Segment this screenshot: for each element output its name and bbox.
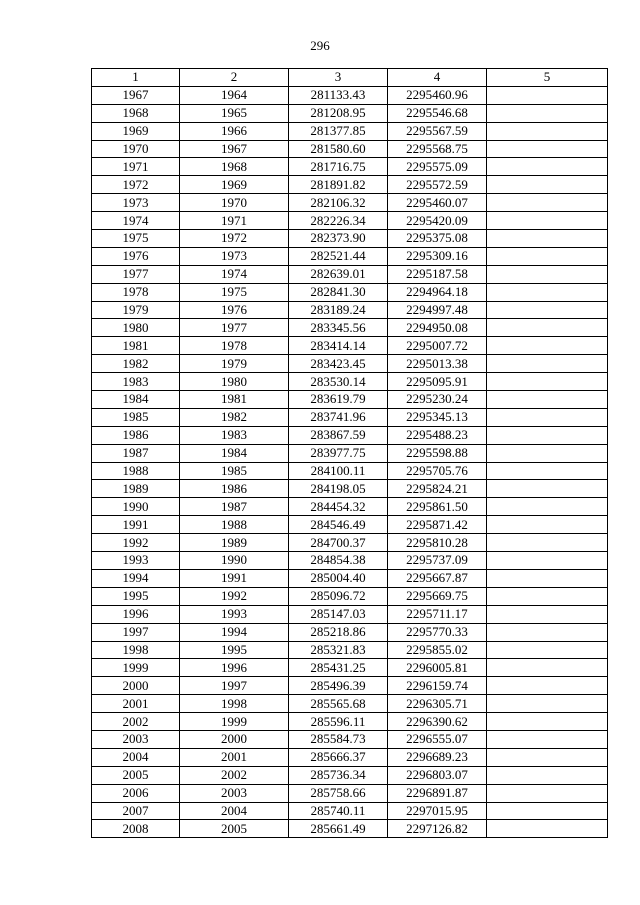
cell-coord-y: 2294964.18 [388, 283, 487, 301]
cell-coord-x: 284854.38 [289, 552, 388, 570]
cell-coord-x: 284100.11 [289, 462, 388, 480]
cell-point-number: 1992 [92, 534, 180, 552]
cell-coord-x: 283414.14 [289, 337, 388, 355]
table-row [92, 122, 608, 140]
cell-point-number: 1991 [92, 516, 180, 534]
cell-note [487, 677, 608, 695]
cell-note [487, 623, 608, 641]
cell-coord-x: 285147.03 [289, 605, 388, 623]
cell-point-number: 1970 [92, 140, 180, 158]
cell-coord-x: 283867.59 [289, 426, 388, 444]
cell-note [487, 766, 608, 784]
cell-coord-x: 281891.82 [289, 176, 388, 194]
cell-note [487, 730, 608, 748]
cell-prev-point: 2005 [180, 820, 289, 838]
column-header-3: 3 [289, 69, 388, 87]
cell-point-number: 1995 [92, 587, 180, 605]
cell-prev-point: 1965 [180, 104, 289, 122]
table-row [92, 695, 608, 713]
cell-prev-point: 1978 [180, 337, 289, 355]
table-row [92, 552, 608, 570]
cell-prev-point: 1979 [180, 355, 289, 373]
cell-point-number: 1999 [92, 659, 180, 677]
cell-coord-x: 285218.86 [289, 623, 388, 641]
table-row [92, 748, 608, 766]
cell-coord-x: 284546.49 [289, 516, 388, 534]
cell-note [487, 659, 608, 677]
cell-point-number: 1974 [92, 212, 180, 230]
cell-coord-y: 2295420.09 [388, 212, 487, 230]
cell-prev-point: 1999 [180, 713, 289, 731]
cell-prev-point: 1964 [180, 86, 289, 104]
cell-point-number: 1977 [92, 265, 180, 283]
table-row [92, 86, 608, 104]
cell-coord-y: 2295488.23 [388, 426, 487, 444]
cell-coord-x: 285004.40 [289, 569, 388, 587]
cell-note [487, 373, 608, 391]
cell-prev-point: 1996 [180, 659, 289, 677]
cell-note [487, 462, 608, 480]
cell-prev-point: 2001 [180, 748, 289, 766]
cell-point-number: 1976 [92, 247, 180, 265]
cell-coord-x: 283619.79 [289, 391, 388, 409]
table-row [92, 623, 608, 641]
table-row [92, 194, 608, 212]
cell-coord-x: 284198.05 [289, 480, 388, 498]
cell-note [487, 480, 608, 498]
cell-coord-y: 2295230.24 [388, 391, 487, 409]
cell-point-number: 1990 [92, 498, 180, 516]
cell-coord-y: 2296305.71 [388, 695, 487, 713]
cell-coord-y: 2295309.16 [388, 247, 487, 265]
cell-prev-point: 1987 [180, 498, 289, 516]
cell-point-number: 1987 [92, 444, 180, 462]
cell-coord-x: 283977.75 [289, 444, 388, 462]
cell-note [487, 695, 608, 713]
column-header-4: 4 [388, 69, 487, 87]
cell-coord-x: 281133.43 [289, 86, 388, 104]
cell-note [487, 713, 608, 731]
cell-note [487, 784, 608, 802]
table-row [92, 730, 608, 748]
cell-coord-y: 2295568.75 [388, 140, 487, 158]
cell-coord-x: 285736.34 [289, 766, 388, 784]
page-number: 296 [310, 38, 330, 53]
cell-prev-point: 1992 [180, 587, 289, 605]
cell-prev-point: 1973 [180, 247, 289, 265]
cell-coord-y: 2295345.13 [388, 408, 487, 426]
table-row [92, 426, 608, 444]
table-row [92, 337, 608, 355]
table-row [92, 480, 608, 498]
cell-coord-y: 2294997.48 [388, 301, 487, 319]
table-row [92, 319, 608, 337]
table-row [92, 212, 608, 230]
cell-note [487, 552, 608, 570]
cell-coord-y: 2295711.17 [388, 605, 487, 623]
cell-point-number: 2001 [92, 695, 180, 713]
cell-note [487, 122, 608, 140]
cell-coord-y: 2295705.76 [388, 462, 487, 480]
cell-prev-point: 1980 [180, 373, 289, 391]
table-row [92, 498, 608, 516]
cell-point-number: 1982 [92, 355, 180, 373]
cell-coord-x: 283741.96 [289, 408, 388, 426]
cell-coord-x: 284454.32 [289, 498, 388, 516]
cell-prev-point: 1966 [180, 122, 289, 140]
cell-point-number: 1978 [92, 283, 180, 301]
cell-prev-point: 1974 [180, 265, 289, 283]
cell-coord-x: 282106.32 [289, 194, 388, 212]
cell-coord-x: 285584.73 [289, 730, 388, 748]
cell-coord-x: 285596.11 [289, 713, 388, 731]
cell-coord-y: 2295460.07 [388, 194, 487, 212]
cell-point-number: 2006 [92, 784, 180, 802]
table-row [92, 802, 608, 820]
cell-coord-y: 2295187.58 [388, 265, 487, 283]
cell-prev-point: 1984 [180, 444, 289, 462]
cell-point-number: 2002 [92, 713, 180, 731]
cell-note [487, 247, 608, 265]
cell-point-number: 1996 [92, 605, 180, 623]
cell-coord-x: 282373.90 [289, 230, 388, 248]
table-row [92, 301, 608, 319]
cell-coord-x: 283423.45 [289, 355, 388, 373]
cell-coord-y: 2295546.68 [388, 104, 487, 122]
cell-point-number: 1998 [92, 641, 180, 659]
cell-note [487, 194, 608, 212]
table-row [92, 713, 608, 731]
cell-prev-point: 2004 [180, 802, 289, 820]
table-row [92, 444, 608, 462]
table-row [92, 677, 608, 695]
cell-point-number: 1968 [92, 104, 180, 122]
cell-prev-point: 2002 [180, 766, 289, 784]
cell-coord-y: 2296555.07 [388, 730, 487, 748]
cell-coord-y: 2295598.88 [388, 444, 487, 462]
cell-note [487, 516, 608, 534]
cell-prev-point: 1985 [180, 462, 289, 480]
cell-coord-x: 285758.66 [289, 784, 388, 802]
cell-note [487, 569, 608, 587]
cell-coord-x: 282521.44 [289, 247, 388, 265]
table-body [92, 69, 608, 838]
cell-coord-x: 285496.39 [289, 677, 388, 695]
cell-prev-point: 1969 [180, 176, 289, 194]
cell-coord-x: 283530.14 [289, 373, 388, 391]
table-row [92, 373, 608, 391]
cell-point-number: 1971 [92, 158, 180, 176]
cell-point-number: 2003 [92, 730, 180, 748]
cell-prev-point: 1970 [180, 194, 289, 212]
cell-point-number: 2007 [92, 802, 180, 820]
cell-note [487, 820, 608, 838]
table-row [92, 230, 608, 248]
cell-coord-y: 2295460.96 [388, 86, 487, 104]
cell-point-number: 1997 [92, 623, 180, 641]
cell-point-number: 2004 [92, 748, 180, 766]
cell-coord-y: 2294950.08 [388, 319, 487, 337]
cell-note [487, 534, 608, 552]
cell-point-number: 1986 [92, 426, 180, 444]
cell-note [487, 641, 608, 659]
cell-point-number: 1967 [92, 86, 180, 104]
cell-coord-y: 2296689.23 [388, 748, 487, 766]
cell-prev-point: 1976 [180, 301, 289, 319]
cell-coord-x: 283345.56 [289, 319, 388, 337]
cell-coord-y: 2297126.82 [388, 820, 487, 838]
cell-prev-point: 1991 [180, 569, 289, 587]
cell-note [487, 283, 608, 301]
table-row [92, 355, 608, 373]
cell-note [487, 605, 608, 623]
table-row [92, 391, 608, 409]
cell-coord-x: 281377.85 [289, 122, 388, 140]
cell-coord-x: 282639.01 [289, 265, 388, 283]
cell-coord-y: 2295770.33 [388, 623, 487, 641]
cell-coord-x: 285565.68 [289, 695, 388, 713]
cell-note [487, 265, 608, 283]
cell-coord-x: 285321.83 [289, 641, 388, 659]
column-header-1: 1 [92, 69, 180, 87]
cell-point-number: 2008 [92, 820, 180, 838]
table-row [92, 283, 608, 301]
cell-note [487, 337, 608, 355]
cell-point-number: 1994 [92, 569, 180, 587]
cell-coord-x: 281716.75 [289, 158, 388, 176]
cell-point-number: 2005 [92, 766, 180, 784]
cell-coord-y: 2295824.21 [388, 480, 487, 498]
cell-coord-y: 2295855.02 [388, 641, 487, 659]
table-row [92, 659, 608, 677]
cell-prev-point: 1988 [180, 516, 289, 534]
cell-coord-x: 284700.37 [289, 534, 388, 552]
cell-coord-x: 285666.37 [289, 748, 388, 766]
cell-coord-y: 2297015.95 [388, 802, 487, 820]
cell-note [487, 212, 608, 230]
table-row [92, 534, 608, 552]
cell-note [487, 426, 608, 444]
cell-coord-y: 2295737.09 [388, 552, 487, 570]
cell-prev-point: 1981 [180, 391, 289, 409]
table-header-row [92, 69, 608, 87]
cell-prev-point: 1975 [180, 283, 289, 301]
cell-prev-point: 1967 [180, 140, 289, 158]
cell-note [487, 355, 608, 373]
table-row [92, 104, 608, 122]
cell-coord-x: 281580.60 [289, 140, 388, 158]
cell-coord-y: 2295810.28 [388, 534, 487, 552]
cell-coord-x: 285740.11 [289, 802, 388, 820]
table-row [92, 587, 608, 605]
cell-note [487, 802, 608, 820]
cell-prev-point: 1977 [180, 319, 289, 337]
cell-coord-y: 2295572.59 [388, 176, 487, 194]
cell-coord-y: 2295871.42 [388, 516, 487, 534]
cell-point-number: 1975 [92, 230, 180, 248]
cell-point-number: 1985 [92, 408, 180, 426]
cell-note [487, 230, 608, 248]
cell-coord-y: 2295013.38 [388, 355, 487, 373]
cell-prev-point: 1986 [180, 480, 289, 498]
cell-coord-x: 285431.25 [289, 659, 388, 677]
cell-coord-y: 2295007.72 [388, 337, 487, 355]
cell-prev-point: 1995 [180, 641, 289, 659]
cell-coord-y: 2295095.91 [388, 373, 487, 391]
cell-note [487, 587, 608, 605]
cell-coord-y: 2295669.75 [388, 587, 487, 605]
cell-coord-x: 283189.24 [289, 301, 388, 319]
cell-point-number: 1983 [92, 373, 180, 391]
cell-coord-y: 2296005.81 [388, 659, 487, 677]
cell-coord-x: 285661.49 [289, 820, 388, 838]
cell-prev-point: 1982 [180, 408, 289, 426]
cell-coord-y: 2296159.74 [388, 677, 487, 695]
cell-point-number: 1973 [92, 194, 180, 212]
cell-point-number: 2000 [92, 677, 180, 695]
cell-coord-y: 2295567.59 [388, 122, 487, 140]
cell-coord-x: 281208.95 [289, 104, 388, 122]
coordinates-table [91, 68, 608, 838]
cell-point-number: 1989 [92, 480, 180, 498]
cell-point-number: 1988 [92, 462, 180, 480]
cell-coord-y: 2295375.08 [388, 230, 487, 248]
table-row [92, 158, 608, 176]
table-row [92, 766, 608, 784]
cell-prev-point: 1998 [180, 695, 289, 713]
table-row [92, 462, 608, 480]
table-row [92, 176, 608, 194]
cell-prev-point: 1968 [180, 158, 289, 176]
cell-prev-point: 1989 [180, 534, 289, 552]
table-row [92, 784, 608, 802]
cell-prev-point: 1971 [180, 212, 289, 230]
cell-coord-x: 285096.72 [289, 587, 388, 605]
cell-prev-point: 1972 [180, 230, 289, 248]
cell-note [487, 408, 608, 426]
cell-note [487, 444, 608, 462]
cell-point-number: 1984 [92, 391, 180, 409]
table-row [92, 140, 608, 158]
cell-coord-y: 2295861.50 [388, 498, 487, 516]
cell-note [487, 86, 608, 104]
cell-note [487, 748, 608, 766]
cell-prev-point: 1983 [180, 426, 289, 444]
cell-note [487, 140, 608, 158]
cell-prev-point: 2000 [180, 730, 289, 748]
cell-coord-y: 2295575.09 [388, 158, 487, 176]
table-row [92, 641, 608, 659]
cell-point-number: 1979 [92, 301, 180, 319]
table-row [92, 605, 608, 623]
cell-point-number: 1969 [92, 122, 180, 140]
cell-point-number: 1972 [92, 176, 180, 194]
table-row [92, 569, 608, 587]
table-row [92, 265, 608, 283]
column-header-5: 5 [487, 69, 608, 87]
cell-prev-point: 2003 [180, 784, 289, 802]
table-row [92, 408, 608, 426]
cell-coord-y: 2295667.87 [388, 569, 487, 587]
cell-coord-y: 2296891.87 [388, 784, 487, 802]
cell-note [487, 301, 608, 319]
cell-point-number: 1993 [92, 552, 180, 570]
cell-coord-y: 2296803.07 [388, 766, 487, 784]
cell-prev-point: 1990 [180, 552, 289, 570]
cell-note [487, 176, 608, 194]
cell-prev-point: 1993 [180, 605, 289, 623]
cell-coord-x: 282226.34 [289, 212, 388, 230]
cell-prev-point: 1994 [180, 623, 289, 641]
cell-note [487, 498, 608, 516]
cell-point-number: 1981 [92, 337, 180, 355]
cell-prev-point: 1997 [180, 677, 289, 695]
table-row [92, 247, 608, 265]
cell-point-number: 1980 [92, 319, 180, 337]
column-header-2: 2 [180, 69, 289, 87]
cell-coord-x: 282841.30 [289, 283, 388, 301]
cell-note [487, 391, 608, 409]
cell-note [487, 104, 608, 122]
table-row [92, 820, 608, 838]
table-row [92, 516, 608, 534]
cell-coord-y: 2296390.62 [388, 713, 487, 731]
cell-note [487, 319, 608, 337]
cell-note [487, 158, 608, 176]
